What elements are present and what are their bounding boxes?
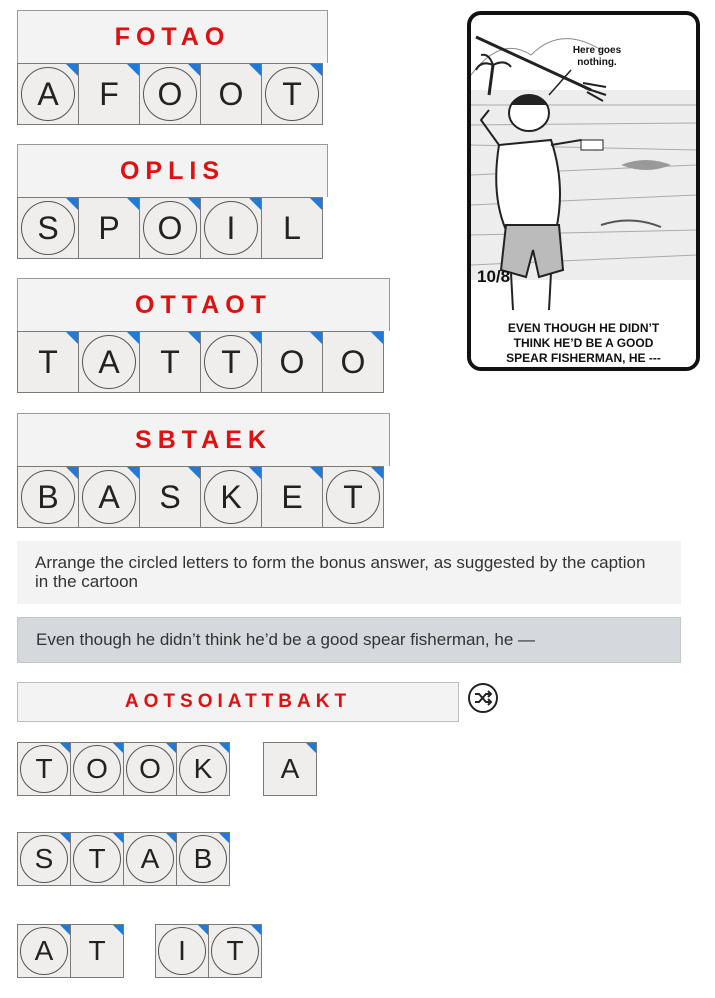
answer-word-3 [17,832,229,886]
answer-word-5 [155,924,261,978]
letter-tile[interactable]: L [261,197,323,259]
cartoon-panel [467,11,700,371]
letter-tile[interactable]: A [78,331,140,393]
answer-tile[interactable]: A [17,924,71,978]
letter-tile[interactable]: S [17,197,79,259]
answer-word-2 [263,742,316,796]
bonus-scramble-text: AOTSOIATTBAKT [124,691,352,712]
letter-tile[interactable]: T [200,331,262,393]
answer-tile[interactable]: A [123,832,177,886]
letter-tile[interactable]: O [139,63,201,125]
scramble-3: OTTAOT [17,278,390,331]
letter-tile[interactable]: S [139,466,201,528]
answer-tile[interactable]: A [263,742,317,796]
caption-clue-text: Even though he didn’t think he’d be a good spear fisherman, he — [36,630,536,649]
letter-tile[interactable]: K [200,466,262,528]
tile-row-2 [17,197,328,259]
letter-tile[interactable]: I [200,197,262,259]
puzzle-2 [17,144,328,259]
letter-tile[interactable]: O [322,331,384,393]
instruction-text: Arrange the circled letters to form the bonus answer, as suggested by the caption in the cartoon [35,553,646,591]
tile-row-1 [17,63,328,125]
letter-tile[interactable]: O [200,63,262,125]
caption-clue-box [17,617,681,663]
instruction-box [17,541,681,604]
answer-tile[interactable]: T [208,924,262,978]
letter-tile[interactable]: O [261,331,323,393]
letter-tile[interactable]: T [139,331,201,393]
tile-row-3 [17,331,390,393]
answer-word-1 [17,742,229,796]
answer-tile[interactable]: K [176,742,230,796]
letter-tile[interactable]: A [17,63,79,125]
answer-tile[interactable]: T [17,742,71,796]
answer-tile[interactable]: O [70,742,124,796]
scramble-1: FOTAO [17,10,328,63]
letter-tile[interactable]: T [261,63,323,125]
answer-tile[interactable]: S [17,832,71,886]
puzzle-1 [17,10,328,125]
tile-row-4 [17,466,390,528]
bonus-scramble-box [17,682,459,722]
letter-tile[interactable]: O [139,197,201,259]
letter-tile[interactable]: T [322,466,384,528]
shuffle-button[interactable] [468,683,498,713]
speech-bubble-text: Here goes nothing. [572,45,622,68]
answer-tile[interactable]: T [70,924,124,978]
letter-tile[interactable]: P [78,197,140,259]
scramble-4: SBTAEK [17,413,390,466]
answer-tile[interactable]: T [70,832,124,886]
letter-tile[interactable]: E [261,466,323,528]
cartoon-date: 10/8 [477,267,511,286]
letter-tile[interactable]: B [17,466,79,528]
answer-tile[interactable]: O [123,742,177,796]
answer-tile[interactable]: B [176,832,230,886]
answer-word-4 [17,924,123,978]
cartoon-caption: EVEN THOUGH HE DIDN’T THINK HE’D BE A GOOD SPEAR FISHERMAN, HE --- [506,321,661,365]
scramble-2: OPLIS [17,144,328,197]
answer-tile[interactable]: I [155,924,209,978]
letter-tile[interactable]: F [78,63,140,125]
letter-tile[interactable]: T [17,331,79,393]
puzzle-4 [17,413,390,528]
puzzle-3 [17,278,390,393]
shuffle-icon [470,685,496,711]
letter-tile[interactable]: A [78,466,140,528]
